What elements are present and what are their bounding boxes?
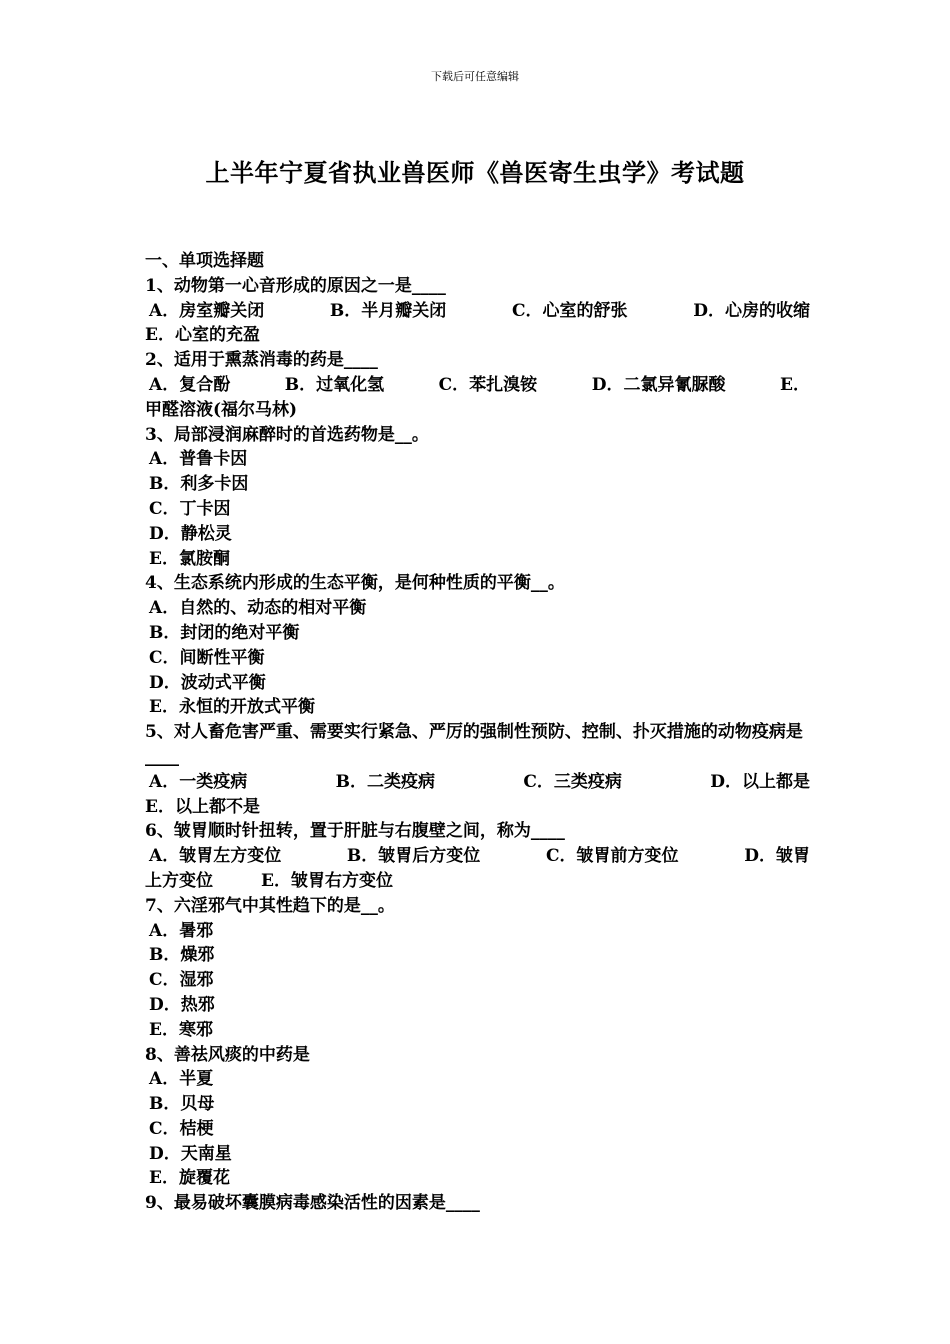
question-2: 2、适用于熏蒸消毒的药是____ bbox=[145, 350, 378, 371]
option-e-start: E． bbox=[779, 374, 810, 395]
option-d: D．静松灵 bbox=[149, 523, 232, 544]
option-d: D．心房的收缩 bbox=[693, 300, 810, 321]
question-8: 8、善祛风痰的中药是 bbox=[145, 1044, 310, 1065]
option-c: C．湿邪 bbox=[149, 970, 214, 991]
question-1-options bbox=[145, 299, 810, 324]
option-e-continued: 甲醛溶液(福尔马林) bbox=[145, 399, 298, 420]
option-b: B．封闭的绝对平衡 bbox=[149, 622, 300, 643]
question-5-options bbox=[145, 770, 810, 795]
option-c: C．皱胃前方变位 bbox=[545, 846, 679, 867]
option-a: A．复合酚 bbox=[149, 374, 231, 395]
question-7: 7、六淫邪气中其性趋下的是__。 bbox=[145, 895, 395, 916]
option-d: D．以上都是 bbox=[710, 771, 810, 792]
question-6-options bbox=[145, 844, 810, 869]
option-b: B．二类疫病 bbox=[335, 771, 435, 792]
option-c: C．桔梗 bbox=[149, 1118, 214, 1139]
option-c: C．间断性平衡 bbox=[149, 647, 265, 668]
option-d: D．波动式平衡 bbox=[149, 672, 266, 693]
option-e: E．皱胃右方变位 bbox=[261, 870, 393, 891]
option-e: E．以上都不是 bbox=[145, 796, 260, 817]
question-5: 5、对人畜危害严重、需要实行紧急、严厉的强制性预防、控制、扑灭措施的动物疫病是____ bbox=[145, 722, 803, 767]
option-b: B．燥邪 bbox=[149, 945, 215, 966]
option-b: B．贝母 bbox=[149, 1094, 215, 1115]
option-e: E．寒邪 bbox=[149, 1019, 213, 1040]
question-6: 6、皱胃顺时针扭转，置于肝脏与右腹壁之间，称为____ bbox=[145, 821, 565, 842]
option-c: C．三类疫病 bbox=[523, 771, 622, 792]
option-a: A．半夏 bbox=[149, 1069, 214, 1090]
option-b: B．半月瓣关闭 bbox=[329, 300, 447, 321]
option-a: A．皱胃左方变位 bbox=[149, 846, 282, 867]
option-e: E．永恒的开放式平衡 bbox=[149, 697, 315, 718]
option-a: A．暑邪 bbox=[149, 920, 214, 941]
question-2-options bbox=[145, 373, 810, 398]
section-heading: 一、单项选择题 bbox=[145, 251, 264, 271]
option-d: D．热邪 bbox=[149, 994, 215, 1015]
option-d-continued: 上方变位 bbox=[145, 870, 213, 891]
option-e: E．旋覆花 bbox=[149, 1168, 230, 1189]
option-c: C．丁卡因 bbox=[149, 498, 231, 519]
question-6-options-continued bbox=[145, 869, 810, 894]
question-9: 9、最易破坏囊膜病毒感染活性的因素是____ bbox=[145, 1193, 480, 1214]
document-body bbox=[145, 249, 810, 1216]
document-title: 上半年宁夏省执业兽医师《兽医寄生虫学》考试题 bbox=[205, 158, 745, 187]
option-d-start: D．皱胃 bbox=[744, 846, 810, 867]
option-a: A．自然的、动态的相对平衡 bbox=[149, 598, 367, 619]
option-a: A．房室瓣关闭 bbox=[149, 300, 265, 321]
option-e: E．心室的充盈 bbox=[145, 325, 260, 346]
option-d: D．天南星 bbox=[149, 1143, 232, 1164]
option-b: B．利多卡因 bbox=[149, 474, 249, 495]
option-b: B．皱胃后方变位 bbox=[346, 846, 481, 867]
option-a: A．一类疫病 bbox=[149, 771, 248, 792]
question-3: 3、局部浸润麻醉时的首选药物是__。 bbox=[145, 424, 429, 445]
option-c: C．心室的舒张 bbox=[511, 300, 628, 321]
option-b: B．过氧化氢 bbox=[284, 374, 385, 395]
option-c: C．苯扎溴铵 bbox=[438, 374, 538, 395]
option-a: A．普鲁卡因 bbox=[149, 449, 248, 470]
question-1: 1、动物第一心音形成的原因之一是____ bbox=[145, 275, 446, 296]
option-d: D．二氯异氰脲酸 bbox=[591, 374, 726, 395]
option-e: E．氯胺酮 bbox=[149, 548, 230, 569]
question-4: 4、生态系统内形成的生态平衡，是何种性质的平衡__。 bbox=[145, 573, 565, 594]
page-header: 下载后可任意编辑 bbox=[431, 70, 519, 83]
